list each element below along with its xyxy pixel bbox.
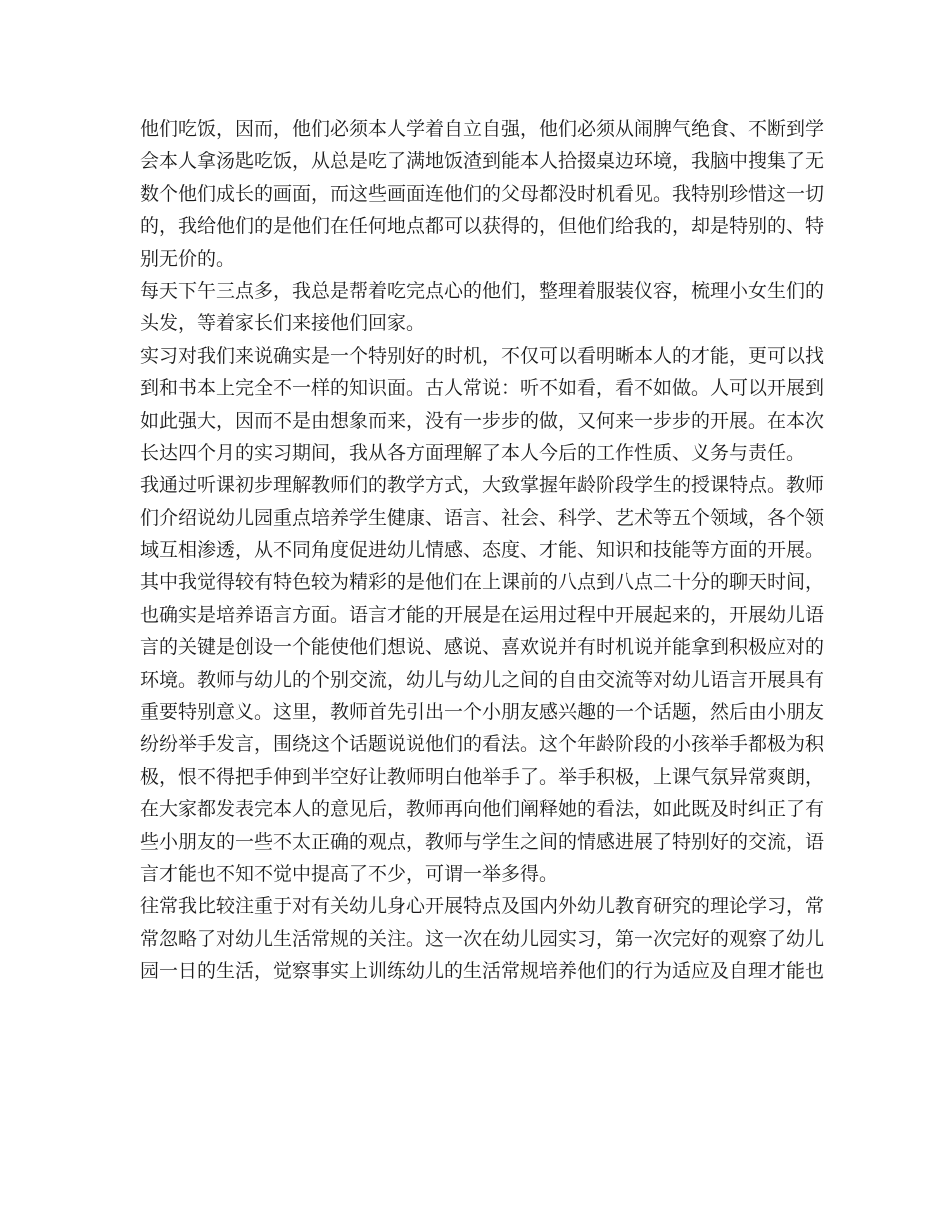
text-line: 在大家都发表完本人的意见后，教师再向他们阐释她的看法，如此既及时纠正了有	[140, 798, 825, 821]
text-line: 重要特别意义。这里，教师首先引出一个小朋友感兴趣的一个话题，然后由小朋友	[140, 701, 825, 724]
text-line: 如此强大，因而不是由想象而来，没有一步步的做，又何来一步步的开展。在本次	[140, 409, 825, 432]
text-line: 我通过听课初步理解教师们的教学方式，大致掌握年龄阶段学生的授课特点。教师	[140, 474, 825, 497]
text-line: 环境。教师与幼儿的个别交流，幼儿与幼儿之间的自由交流等对幼儿语言开展具有	[140, 668, 825, 691]
text-line: 常忽略了对幼儿生活常规的关注。这一次在幼儿园实习，第一次完好的观察了幼儿	[140, 927, 825, 950]
document-body	[140, 113, 825, 988]
text-line: 些小朋友的一些不太正确的观点，教师与学生之间的情感进展了特别好的交流，语	[140, 830, 825, 853]
paragraph	[140, 890, 825, 987]
paragraph	[140, 275, 825, 340]
paragraph	[140, 469, 825, 566]
text-line: 往常我比较注重于对有关幼儿身心开展特点及国内外幼儿教育研究的理论学习，常	[140, 895, 825, 918]
text-line: 他们吃饭，因而，他们必须本人学着自立自强，他们必须从闹脾气绝食、不断到学	[140, 118, 825, 140]
text-line: 会本人拿汤匙吃饭，从总是吃了满地饭渣到能本人拾掇桌边环境，我脑中搜集了无	[140, 150, 825, 173]
text-line: 每天下午三点多，我总是帮着吃完点心的他们，整理着服装仪容，梳理小女生们的	[140, 279, 825, 302]
text-line: 其中我觉得较有特色较为精彩的是他们在上课前的八点到八点二十分的聊天时间，	[140, 571, 825, 594]
text-line: 言的关键是创设一个能使他们想说、感说、喜欢说并有时机说并能拿到积极应对的	[140, 636, 825, 659]
text-line: 数个他们成长的画面，而这些画面连他们的父母都没时机看见。我特别珍惜这一切	[140, 182, 825, 205]
text-line: 实习对我们来说确实是一个特别好的时机，不仅可以看明晰本人的才能，更可以找	[140, 344, 825, 367]
paragraph	[140, 113, 825, 275]
text-line: 长达四个月的实习期间，我从各方面理解了本人今后的工作性质、义务与责任。	[140, 441, 806, 464]
text-line: 的，我给他们的是他们在任何地点都可以获得的，但他们给我的，却是特别的、特	[140, 215, 825, 238]
text-line: 们介绍说幼儿园重点培养学生健康、语言、社会、科学、艺术等五个领域，各个领	[140, 506, 825, 529]
paragraph	[140, 340, 825, 470]
paragraph	[140, 566, 825, 890]
text-line: 也确实是培养语言方面。语言才能的开展是在运用过程中开展起来的，开展幼儿语	[140, 603, 825, 626]
text-line: 头发，等着家长们来接他们回家。	[140, 312, 426, 335]
text-line: 园一日的生活，觉察事实上训练幼儿的生活常规培养他们的行为适应及自理才能也	[140, 960, 825, 983]
text-line: 域互相渗透，从不同角度促进幼儿情感、态度、才能、知识和技能等方面的开展。	[140, 539, 825, 562]
text-line: 言才能也不知不觉中提高了不少，可谓一举多得。	[140, 862, 559, 885]
text-line: 别无价的。	[140, 247, 236, 270]
text-line: 到和书本上完全不一样的知识面。古人常说：听不如看，看不如做。人可以开展到	[140, 377, 825, 400]
text-line: 纷纷举手发言，围绕这个话题说说他们的看法。这个年龄阶段的小孩举手都极为积	[140, 733, 825, 756]
text-line: 极，恨不得把手伸到半空好让教师明白他举手了。举手积极，上课气氛异常爽朗，	[140, 765, 825, 788]
